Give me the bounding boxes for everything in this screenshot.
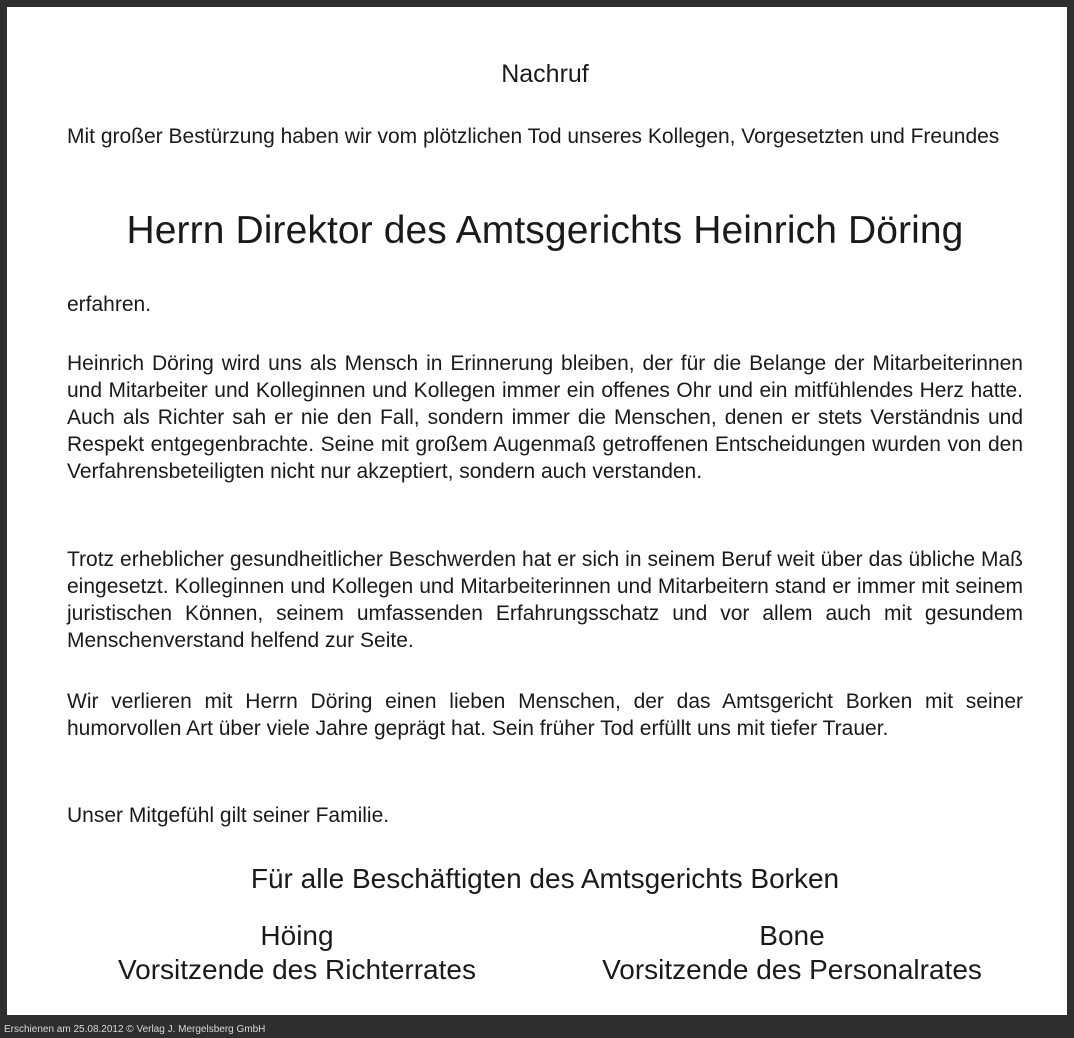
signatory-left [87, 919, 507, 987]
signatory-name: Höing [260, 920, 334, 951]
signatory-role: Vorsitzende des Personalrates [602, 954, 982, 985]
paragraph-condolence: Unser Mitgefühl gilt seiner Familie. [67, 804, 390, 827]
signatory-name: Bone [759, 920, 825, 951]
obituary-heading: Nachruf [501, 60, 589, 88]
paragraph-remembrance: Heinrich Döring wird uns als Mensch in Erinnerung bleiben, der für die Belange der Mitarbeiterinnen und Mitarbeiter und Kolleginnen und Kollegen immer ein offenes Ohr und ein mitfühlendes Herz hatte. Auch als Richter sah er nie den Fall, sondern immer die Menschen, denen er stets Verständnis und Respekt entgegenbrachte. Seine mit großem Augenmaß getroffenen Entscheidungen wurden von den Verfahrensbeteiligten nicht nur akzeptiert, sondern auch verstanden. [67, 352, 1023, 483]
publication-footer: Erschienen am 25.08.2012 © Verlag J. Mergelsberg GmbH [4, 1024, 266, 1035]
paragraph-commitment: Trotz erheblicher gesundheitlicher Beschwerden hat er sich in seinem Beruf weit über das übliche Maß eingesetzt. Kolleginnen und Kollegen und Mitarbeiterinnen und Mitarbeitern stand er immer mit seinem juristischen Können, seinem umfassenden Erfahrungsschatz und vor allem auch mit gesundem Menschenverstand helfend zur Seite. [67, 548, 1023, 652]
signatory-role: Vorsitzende des Richterrates [118, 954, 476, 985]
signoff-line: Für alle Beschäftigten des Amtsgerichts Borken [250, 863, 840, 894]
intro-continuation: erfahren. [67, 293, 152, 316]
paragraph-loss: Wir verlieren mit Herrn Döring einen lieben Menschen, der das Amtsgericht Borken mit seiner humorvollen Art über viele Jahre geprägt hat. Sein früher Tod erfüllt uns mit tiefer Trauer. [67, 690, 1023, 740]
signatory-right [572, 919, 1012, 987]
deceased-name-line: Herrn Direktor des Amtsgerichts Heinrich Döring [126, 209, 964, 252]
intro-text: Mit großer Bestürzung haben wir vom plötzlichen Tod unseres Kollegen, Vorgesetzten und Freundes [67, 125, 1000, 148]
